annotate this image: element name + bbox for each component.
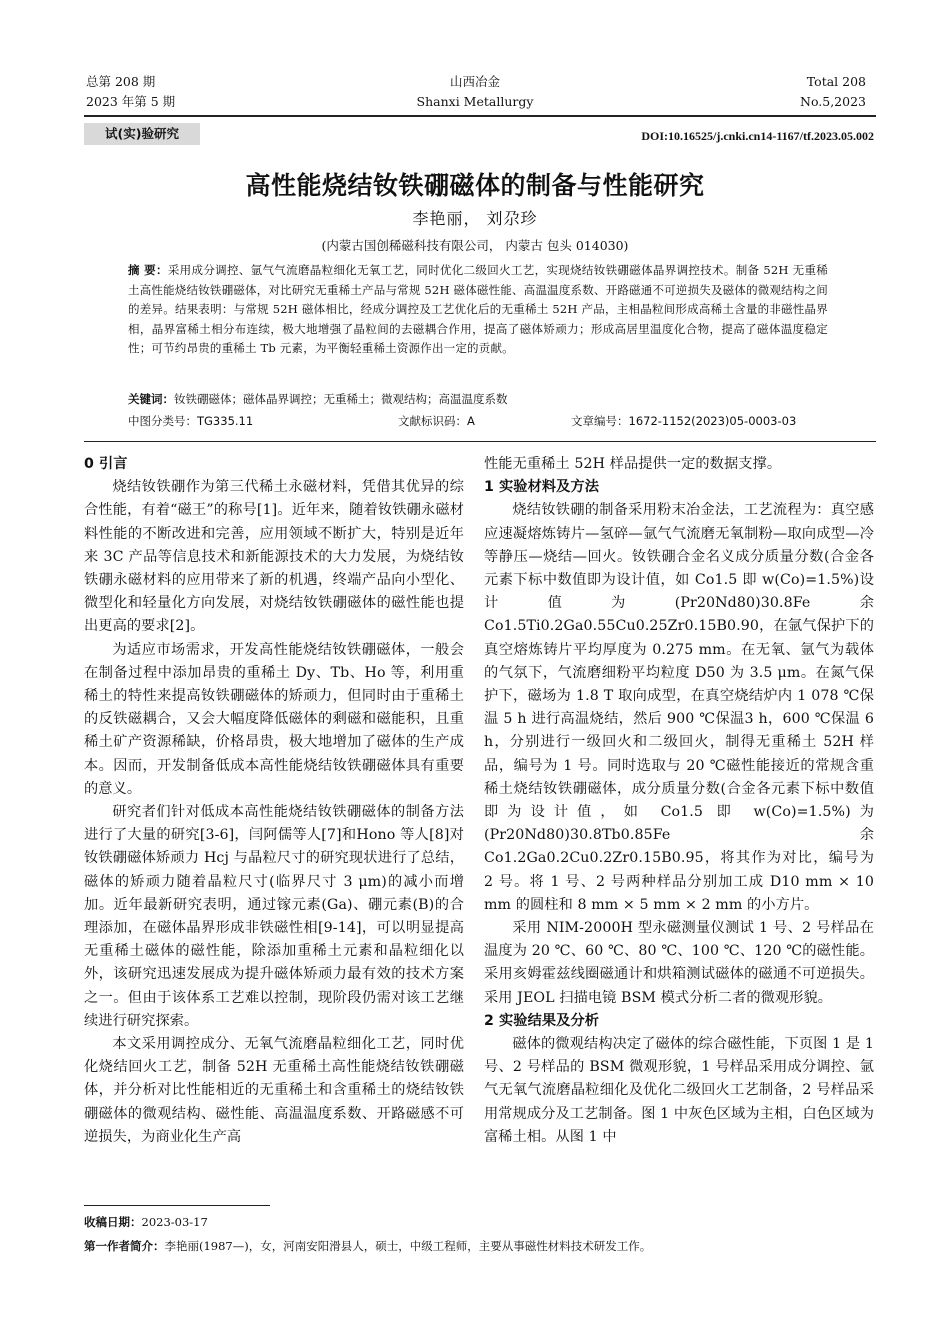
intro-paragraph-4: 本文采用调控成分、无氧气流磨晶粒细化工艺，同时优化烧结回火工艺，制备 52H 无重稀土高性能烧结钕铁硼磁体，并分析对比性能相近的无重稀土和含重稀土的烧结钕铁硼磁体的微观结构、磁性能、高温温度系数、开路磁感不可逆损失，为商业化生产高 bbox=[84, 1036, 464, 1145]
header-divider bbox=[84, 115, 876, 117]
abstract-text: 采用成分调控、氩气气流磨晶粒细化无氧工艺，同时优化二级回火工艺，实现烧结钕铁硼磁体晶界调控技术。制备 52H 无重稀土高性能烧结钕铁硼磁体，对比研究无重稀土产品与常规 52H 磁体磁性能、高温温度系数、开路磁通不可逆损失及磁体的微观结构之间的差异。结果表明：与常规 52H 磁体相比，经成分调控及工艺优化后的无重稀土 52H 产品，主相晶粒间形成高稀土含量的非磁性晶界相，晶界富稀土相分布连续，极大地增强了晶粒间的去磁耦合作用，提高了磁体矫顽力；形成高居里温度化合物，提高了磁体温度稳定性；可节约昂贵的重稀土 Tb 元素，为平衡轻重稀土资源作出一定的贡献。 bbox=[128, 263, 828, 355]
keywords-text: 钕铁硼磁体；磁体晶界调控；无重稀土；微观结构；高温温度系数 bbox=[174, 392, 508, 406]
paper-title: 高性能烧结钕铁硼磁体的制备与性能研究 bbox=[245, 171, 705, 200]
section-0-heading: 0 引言 bbox=[84, 456, 128, 472]
journal-name-en: Shanxi Metallurgy bbox=[416, 94, 534, 109]
section-1-heading: 1 实验材料及方法 bbox=[484, 479, 600, 496]
received-label: 收稿日期： bbox=[84, 1215, 142, 1229]
first-author-bio bbox=[84, 1237, 651, 1255]
authors: 李艳丽， 刘尕珍 bbox=[412, 209, 538, 228]
body-right-column bbox=[484, 453, 874, 1149]
body-left-column bbox=[84, 453, 464, 1149]
author-bio-label: 第一作者简介： bbox=[84, 1239, 165, 1253]
intro-paragraph-1: 烧结钕铁硼作为第三代稀土永磁材料，凭借其优异的综合性能，有着“磁王”的称号[1]。近年来，随着钕铁硼永磁材料性能的不断改进和完善，应用领域不断扩大，特别是近年来 3C 产品等信息技术和新能源技术的大力发展，为烧结钕铁硼永磁材料的应用带来了新的机遇，终端产品向小型化、微型化和轻量化方向发展，对烧结钕铁硼磁体的磁性能也提出更高的要求[2]。 bbox=[84, 479, 464, 635]
section-2-heading: 2 实验结果及分析 bbox=[484, 1012, 600, 1029]
author-bio-text: 李艳丽(1987—)，女，河南安阳滑县人，硕士，中级工程师，主要从事磁性材料技术研发工作。 bbox=[164, 1239, 652, 1253]
affiliation: (内蒙古国创稀磁科技有限公司， 内蒙古 包头 014030) bbox=[321, 238, 629, 253]
results-paragraph-1: 磁体的微观结构决定了磁体的综合磁性能，下页图 1 是 1 号、2 号样品的 BSM 微观形貌，1 号样品采用成分调控、氩气无氧气流磨晶粒细化及优化二级回火工艺制备，2 号样品采用常规成分及工艺制备。图 1 中灰色区域为主相，白色区域为富稀土相。从图 1 中 bbox=[484, 1036, 874, 1145]
abstract-label: 摘 要： bbox=[128, 263, 168, 277]
received-value: 2023-03-17 bbox=[141, 1215, 208, 1229]
keywords-label: 关键词： bbox=[128, 392, 174, 406]
methods-paragraph-1: 烧结钕铁硼的制备采用粉末冶金法，工艺流程为：真空感应速凝熔炼铸片—氢碎—氩气气流磨无氧制粉—取向成型—冷等静压—烧结—回火。钕铁硼合金名义成分质量分数(合金各元素下标中数值即为设计值，如 Co1.5 即 w(Co)=1.5%)设计值为(Pr20Nd80)30.8Fe余Co1.5Ti0.2Ga0.55Cu0.25Zr0.15B0.90，在氩气保护下的真空熔炼铸片平均厚度为 0.275 mm。在无氧、氩气为载体的气氛下，气流磨细粉平均粒度 D50 为 3.5 μm。在氮气保护下，磁场为 1.8 T 取向成型，在真空烧结炉内 1 078 ℃保温 5 h 进行高温烧结，然后 900 ℃保温3 h，600 ℃保温 6 h，分别进行一级回火和二级回火，制得无重稀土 52H 样品，编号为 1 号。同时选取与 20 ℃磁性能接近的常规含重稀土烧结钕铁硼磁体，成分质量分数(合金各元素下标中数值即为设计值，如 Co1.5 即 w(Co)=1.5%)为(Pr20Nd80)30.8Tb0.85Fe余Co1.2Ga0.2Cu0.2Zr0.15B0.95，将其作为对比，编号为 2 号。将 1 号、2 号两种样品分别加工成 D10 mm × 10 mm 的圆柱和 8 mm × 5 mm × 2 mm 的小方片。 bbox=[484, 502, 874, 913]
journal-name-cn: 山西冶金 bbox=[449, 74, 500, 89]
year-issue-cn: 2023 年第 5 期 bbox=[86, 94, 176, 109]
keywords bbox=[128, 390, 828, 409]
article-number: 文章编号：1672-1152(2023)05-0003-03 bbox=[571, 414, 797, 428]
footnote-divider bbox=[84, 1205, 270, 1206]
section-tag: 试(实)验研究 bbox=[84, 123, 200, 145]
intro-paragraph-3: 研究者们针对低成本高性能烧结钕铁硼磁体的制备方法进行了大量的研究[3-6]，闫阿儒等人[7]和Hono 等人[8]对钕铁硼磁体矫顽力 Hcj 与晶粒尺寸的研究现状进行了总结，磁体的矫顽力随着晶粒尺寸(临界尺寸 3 μm)的减小而增加。近年最新研究表明，通过镓元素(Ga)、硼元素(B)的合理添加，在磁体晶界形成非铁磁性相[9-14]，可以明显提高无重稀土磁体的磁性能，除添加重稀土元素和晶粒细化以外，该研究迅速发展成为提升磁体矫顽力最有效的技术方案之一。但由于该体系工艺难以控制，现阶段仍需对该工艺继续进行研究探索。 bbox=[84, 804, 464, 1029]
clc-number: 中图分类号：TG335.11 bbox=[128, 414, 254, 428]
intro-paragraph-2: 为适应市场需求，开发高性能烧结钕铁硼磁体，一般会在制备过程中添加昂贵的重稀土 Dy、Tb、Ho 等，利用重稀土的特性来提高钕铁硼磁体的矫顽力，但同时由于重稀土的反铁磁耦合，又会大幅度降低磁体的剩磁和磁能积，且重稀土矿产资源稀缺，价格昂贵，极大地增加了磁体的生产成本。因而，开发制备低成本高性能烧结钕铁硼磁体具有重要的意义。 bbox=[84, 641, 464, 797]
intro-continuation: 性能无重稀土 52H 样品提供一定的数据支撑。 bbox=[484, 456, 782, 472]
total-issue-en: Total 208 bbox=[806, 74, 866, 89]
abstract-divider bbox=[84, 441, 876, 442]
doi[interactable]: DOI:10.16525/j.cnki.cn14-1167/tf.2023.05.002 bbox=[641, 129, 874, 143]
journal-issue-info-en bbox=[800, 72, 866, 112]
document-code: 文献标识码：A bbox=[398, 414, 475, 428]
year-issue-en: No.5,2023 bbox=[800, 94, 866, 109]
received-date bbox=[84, 1213, 208, 1231]
abstract bbox=[128, 261, 828, 359]
methods-paragraph-2: 采用 NIM-2000H 型永磁测量仪测试 1 号、2 号样品在温度为 20 ℃、60 ℃、80 ℃、100 ℃、120 ℃的磁性能。采用亥姆霍兹线圈磁通计和烘箱测试磁体的磁通不可逆损失。采用 JEOL 扫描电镜 BSM 模式分析二者的微观形貌。 bbox=[484, 920, 874, 1006]
total-issue-cn: 总第 208 期 bbox=[86, 74, 156, 89]
